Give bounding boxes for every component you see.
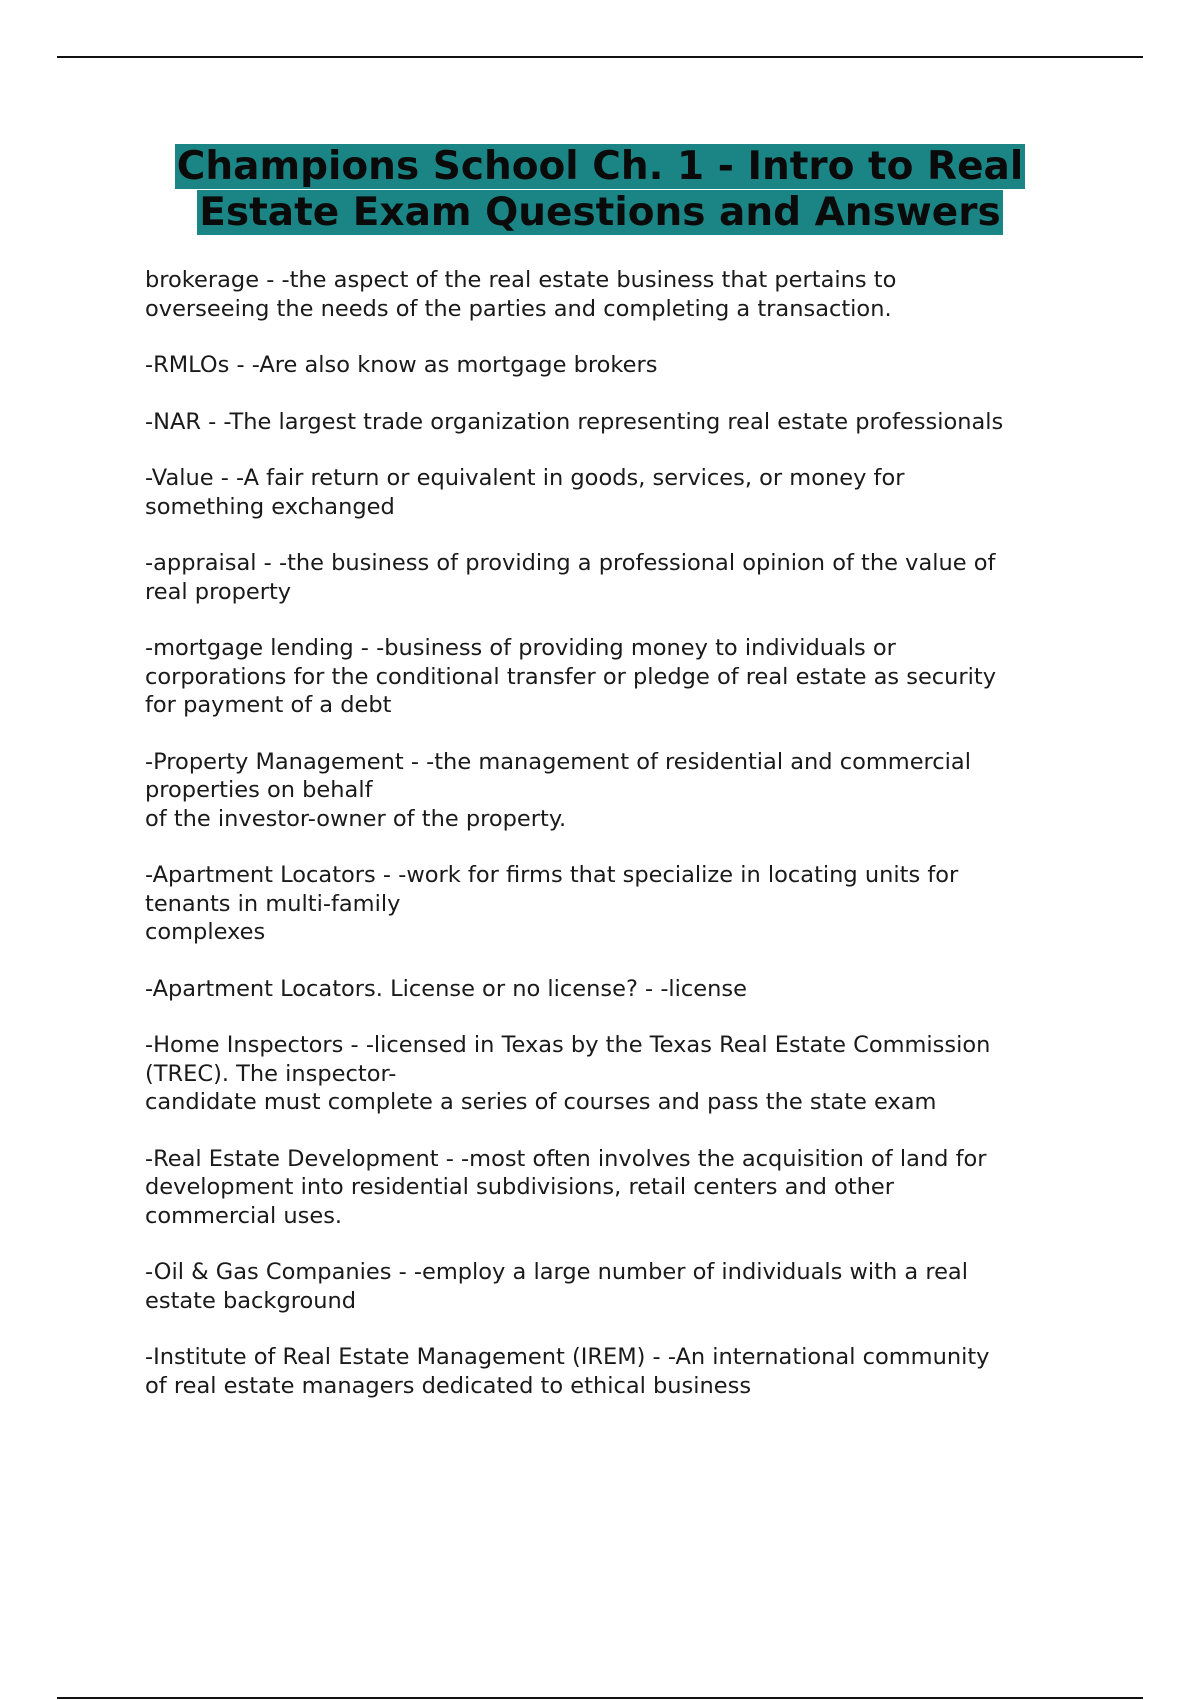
header-divider [57,56,1143,58]
page-title [0,144,1200,236]
qa-list [145,266,1095,1428]
qa-entry-real-estate-development: -Real Estate Development - -most often involves the acquisition of land for development into residential subdivisions, retail centers and other commercial uses. [145,1145,987,1229]
qa-entry-rmlos: -RMLOs - -Are also know as mortgage brokers [145,352,658,378]
qa-entry-appraisal: -appraisal - -the business of providing a professional opinion of the value of real property [145,550,996,605]
qa-entry-oil-gas: -Oil & Gas Companies - -employ a large number of individuals with a real estate background [145,1259,968,1314]
qa-entry-brokerage: brokerage - -the aspect of the real estate business that pertains to overseeing the needs of the parties and completing a transaction. [145,267,897,322]
qa-entry-home-inspectors: -Home Inspectors - -licensed in Texas by the Texas Real Estate Commission (TREC). The inspector- candidate must complete a series of courses and pass the state exam [145,1032,991,1115]
qa-entry-nar: -NAR - -The largest trade organization representing real estate professionals [145,408,1004,435]
qa-entry-property-management: -Property Management - -the management of residential and commercial properties on behalf of the investor-owner of the property. [145,748,971,832]
qa-entry-apartment-locators-license: -Apartment Locators. License or no license? - -license [145,975,747,1002]
title-line-1: Champions School Ch. 1 - Intro to Real [176,144,1024,189]
qa-entry-value: -Value - -A fair return or equivalent in goods, services, or money for something exchanged [145,465,905,520]
qa-entry-apartment-locators: -Apartment Locators - -work for firms that specialize in locating units for tenants in multi-family complexes [145,862,959,945]
title-line-2: Estate Exam Questions and Answers [199,190,1001,235]
footer-divider [57,1697,1143,1699]
qa-entry-mortgage-lending: -mortgage lending - -business of providing money to individuals or corporations for the conditional transfer or pledge of real estate as security for payment of a debt [145,635,997,718]
qa-entry-irem: -Institute of Real Estate Management (IREM) - -An international community of real estate managers dedicated to ethical business [145,1344,990,1399]
